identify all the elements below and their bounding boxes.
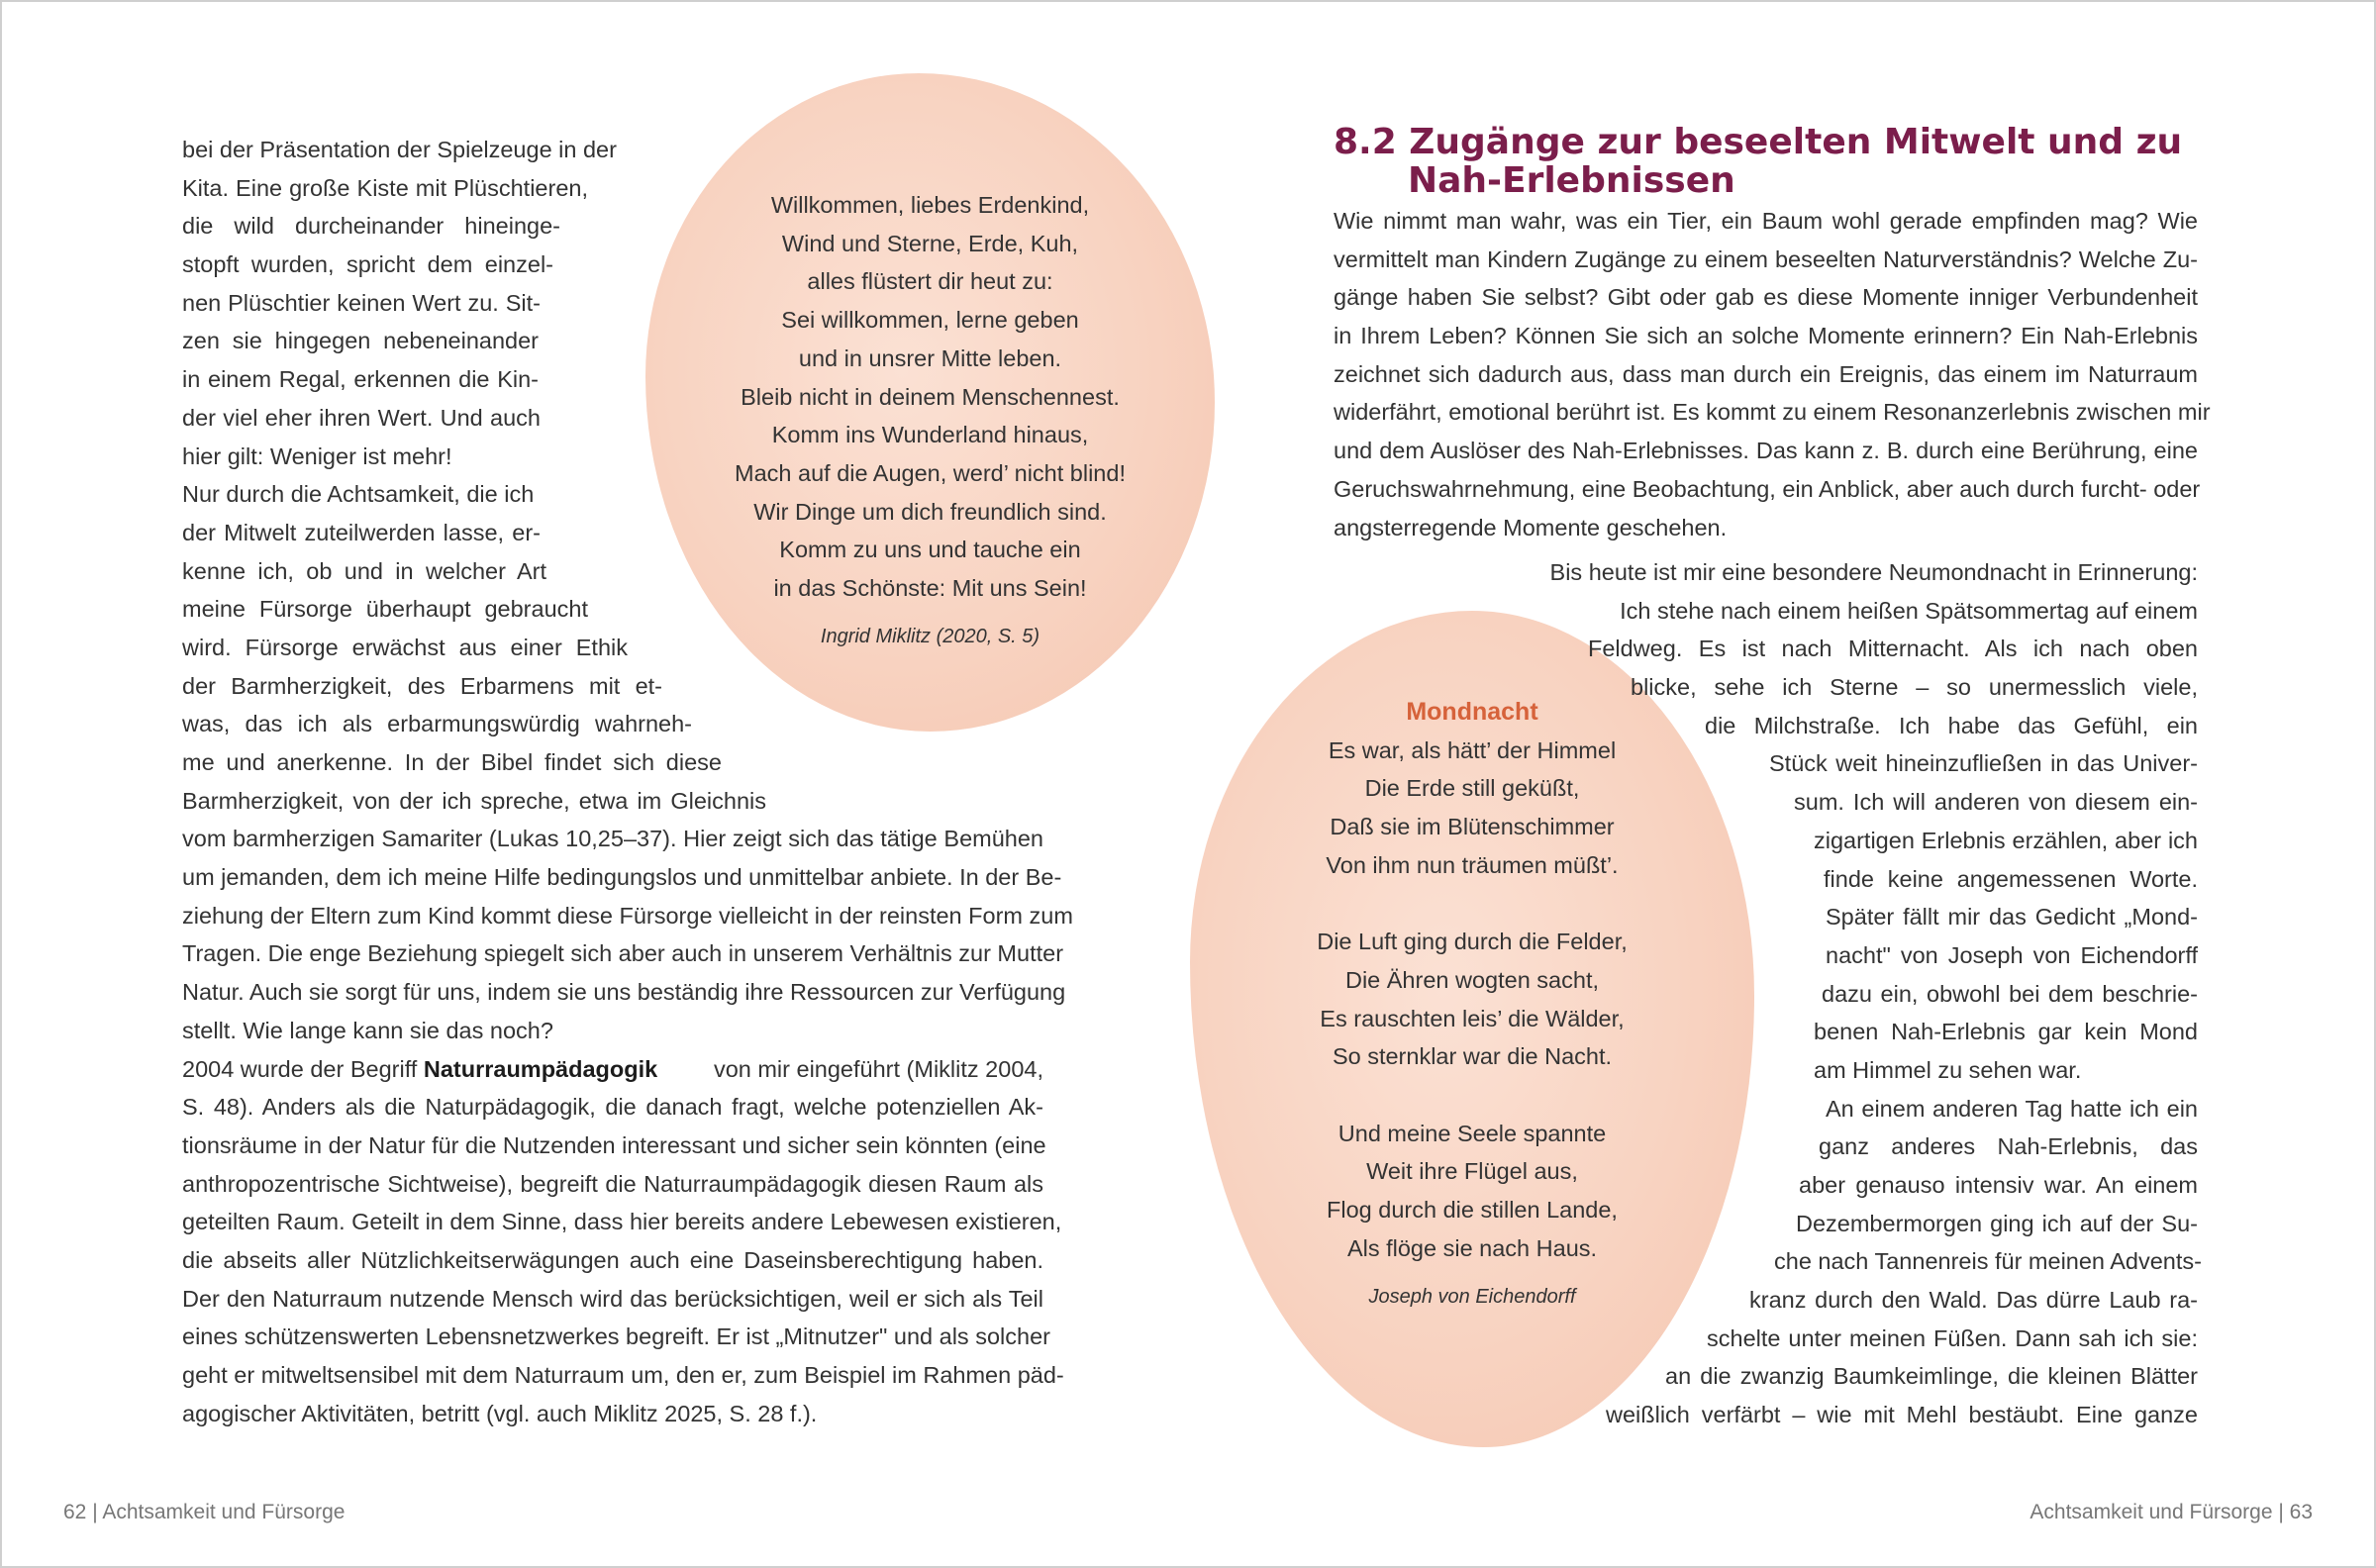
poem-line: Mach auf die Augen, werd’ nicht blind! bbox=[735, 459, 1126, 486]
text-line: Kita. Eine große Kiste mit Plüschtieren, bbox=[182, 174, 588, 201]
text-line: Stück weit hineinzufließen in das Univer- bbox=[1769, 750, 2198, 777]
text-line: ziehung der Eltern zum Kind kommt diese Fürsorge vielleicht in der reinsten Form zum bbox=[182, 902, 1073, 929]
poem-line: Wir Dinge um dich freundlich sind. bbox=[753, 498, 1107, 525]
text-line: zigartigen Erlebnis erzählen, aber ich bbox=[1814, 827, 2198, 853]
poem-line: Komm ins Wunderland hinaus, bbox=[771, 422, 1089, 448]
poem-line: So sternklar war die Nacht. bbox=[1332, 1043, 1613, 1070]
text-line: An einem anderen Tag hatte ich ein bbox=[1826, 1095, 2198, 1122]
poem-line: Komm zu uns und tauche ein bbox=[779, 537, 1081, 563]
text-line: der Barmherzigkeit, des Erbarmens mit et- bbox=[182, 672, 662, 699]
poem-title: Mondnacht bbox=[1406, 698, 1538, 726]
poem-line: in das Schönste: Mit uns Sein! bbox=[773, 575, 1087, 602]
text-line: gänge haben Sie selbst? Gibt oder gab es diese Momente inniger Verbundenheit bbox=[1334, 284, 2198, 311]
text-line: benen Nah-Erlebnis gar kein Mond bbox=[1814, 1019, 2198, 1045]
text-line: in Ihrem Leben? Können Sie sich an solche Momente erinnern? Ein Nah-Erlebnis bbox=[1334, 323, 2198, 349]
text-line: zen sie hingegen nebeneinander bbox=[182, 328, 539, 354]
text-line: stellt. Wie lange kann sie das noch? bbox=[182, 1017, 553, 1043]
welcome-poem bbox=[645, 186, 1215, 655]
poem-line: Von ihm nun träumen müßt’. bbox=[1326, 851, 1619, 878]
stanza-gap bbox=[1259, 1076, 1685, 1115]
poem-line: Und meine Seele spannte bbox=[1337, 1120, 1607, 1146]
text-fragment: 2004 wurde der Begriff bbox=[182, 1055, 424, 1082]
poem-line: Es rauschten leis’ die Wälder, bbox=[1320, 1005, 1625, 1031]
text-line: an die zwanzig Baumkeimlinge, die kleinen Blätter bbox=[1665, 1363, 2198, 1390]
text-line: blicke, sehe ich Sterne – so unermesslich viele, bbox=[1631, 674, 2198, 701]
text-line: nacht" von Joseph von Eichendorff bbox=[1826, 941, 2198, 968]
text-line: anthropozentrische Sichtweise), begreift die Naturraumpädagogik diesen Raum als bbox=[182, 1170, 1043, 1197]
text-line: Wie nimmt man wahr, was ein Tier, ein Baum wohl gerade empfinden mag? Wie bbox=[1334, 208, 2198, 234]
heading-line: 8.2 Zugänge zur beseelten Mitwelt und zu bbox=[1334, 122, 2183, 162]
text-line: was, das ich als erbarmungswürdig wahrneh- bbox=[182, 711, 692, 737]
text-line: geht er mitweltsensibel mit dem Naturraum um, den er, zum Beispiel im Rahmen päd- bbox=[182, 1362, 1064, 1388]
poem-line: Flog durch die stillen Lande, bbox=[1327, 1197, 1618, 1224]
text-line: agogischer Aktivitäten, betritt (vgl. auch Miklitz 2025, S. 28 f.). bbox=[182, 1400, 818, 1426]
text-line: Der den Naturraum nutzende Mensch wird das berücksichtigen, weil er sich als Teil bbox=[182, 1285, 1043, 1312]
poem-line: Bleib nicht in deinem Menschennest. bbox=[741, 383, 1120, 410]
text-line: kranz durch den Wald. Das dürre Laub ra- bbox=[1749, 1287, 2198, 1314]
text-fragment: von mir eingeführt (Miklitz 2004, bbox=[713, 1055, 1043, 1082]
poem-line: Daß sie im Blütenschimmer bbox=[1330, 814, 1615, 840]
text-line: zeichnet sich dadurch aus, dass man durch ein Ereignis, das einem im Naturraum bbox=[1334, 360, 2198, 387]
poem-line: Willkommen, liebes Erdenkind, bbox=[770, 192, 1090, 218]
text-line: die Milchstraße. Ich habe das Gefühl, ein bbox=[1705, 712, 2198, 738]
poem-line: Sei willkommen, lerne geben bbox=[781, 307, 1079, 334]
poem-line: Wind und Sterne, Erde, Kuh, bbox=[781, 230, 1079, 256]
text-line: wird. Fürsorge erwächst aus einer Ethik bbox=[182, 634, 628, 660]
text-line: vom barmherzigen Samariter (Lukas 10,25–37). Hier zeigt sich das tätige Bemühen bbox=[182, 826, 1043, 852]
text-line: me und anerkenne. In der Bibel findet sich diese bbox=[182, 749, 722, 775]
text-line: widerfährt, emotional berührt ist. Es kommt zu einem Resonanzerlebnis zwischen mir bbox=[1334, 399, 2211, 426]
text-line: der viel eher ihren Wert. Und auch bbox=[182, 404, 541, 431]
text-line: che nach Tannenreis für meinen Advents- bbox=[1774, 1248, 2202, 1275]
poem-line: Die Ähren wogten sacht, bbox=[1344, 966, 1600, 993]
text-line: die abseits aller Nützlichkeitserwägungen auch eine Daseinsberechtigung haben. bbox=[182, 1246, 1043, 1273]
text-line: nen Plüschtier keinen Wert zu. Sit- bbox=[182, 289, 541, 316]
text-line: schelte unter meinen Füßen. Dann sah ich sie: bbox=[1707, 1324, 2198, 1351]
stanza-gap bbox=[1259, 885, 1685, 924]
mondnacht-poem bbox=[1259, 693, 1685, 1316]
text-line: aber genauso intensiv war. An einem bbox=[1799, 1172, 2198, 1198]
poem-author: Joseph von Eichendorff bbox=[1368, 1285, 1576, 1308]
text-line: vermittelt man Kindern Zugänge zu einem beseelten Naturverständnis? Welche Zu- bbox=[1334, 245, 2198, 272]
text-line: meine Fürsorge überhaupt gebraucht bbox=[182, 596, 588, 623]
poem-line: Als flöge sie nach Haus. bbox=[1346, 1234, 1598, 1261]
text-line: sum. Ich will anderen von diesem ein- bbox=[1794, 789, 2198, 816]
text-line: in einem Regal, erkennen die Kin- bbox=[182, 366, 539, 393]
text-line: stopft wurden, spricht dem einzel- bbox=[182, 251, 553, 278]
text-line: angsterregende Momente geschehen. bbox=[1334, 514, 1728, 540]
text-line: und dem Auslöser des Nah-Erlebnisses. Das kann z. B. durch eine Berührung, eine bbox=[1334, 438, 2198, 464]
text-line: geteilten Raum. Geteilt in dem Sinne, dass hier bereits andere Lebewesen existieren, bbox=[182, 1209, 1062, 1235]
text-line: tionsräume in der Natur für die Nutzenden interessant und sicher sein könnten (eine bbox=[182, 1131, 1046, 1158]
poem-line: Die Erde still geküßt, bbox=[1364, 775, 1580, 802]
text-line: Später fällt mir das Gedicht „Mond- bbox=[1826, 904, 2198, 931]
section-heading bbox=[1334, 123, 2225, 200]
poem-line: alles flüstert dir heut zu: bbox=[807, 268, 1053, 295]
heading-line: Nah-Erlebnissen bbox=[1408, 160, 1735, 201]
right-intro-text bbox=[1334, 202, 2211, 546]
poem-line: Weit ihre Flügel aus, bbox=[1366, 1158, 1578, 1185]
text-line: der Mitwelt zuteilwerden lasse, er- bbox=[182, 519, 541, 545]
text-line: Feldweg. Es ist nach Mitternacht. Als ich nach oben bbox=[1588, 636, 2198, 662]
text-line: am Himmel zu sehen war. bbox=[1814, 1056, 2082, 1083]
text-line: S. 48). Anders als die Naturpädagogik, die danach fragt, welche potenziellen Ak- bbox=[182, 1094, 1043, 1121]
text-line: dazu ein, obwohl bei dem beschrie- bbox=[1822, 980, 2198, 1007]
text-line: Geruchswahrnehmung, eine Beobachtung, ein Anblick, aber auch durch furcht- oder bbox=[1334, 475, 2201, 502]
text-line: kenne ich, ob und in welcher Art bbox=[182, 557, 546, 584]
text-line: Barmherzigkeit, von der ich spreche, etwa im Gleichnis bbox=[182, 787, 766, 814]
text-line: ganz anderes Nah-Erlebnis, das bbox=[1819, 1133, 2198, 1160]
text-line: hier gilt: Weniger ist mehr! bbox=[182, 442, 452, 469]
poem-line: Es war, als hätt’ der Himmel bbox=[1328, 736, 1617, 763]
text-line: finde keine angemessenen Worte. bbox=[1824, 865, 2198, 892]
text-line: bei der Präsentation der Spielzeuge in der bbox=[182, 137, 617, 162]
text-line: weißlich verfärbt – wie mit Mehl bestäubt. Eine ganze bbox=[1606, 1402, 2198, 1428]
text-line: die wild durcheinander hineinge- bbox=[182, 213, 560, 240]
text-line: um jemanden, dem ich meine Hilfe bedingungslos und unmittelbar anbiete. In der Be- bbox=[182, 864, 1062, 891]
key-term: Naturraumpädagogik bbox=[423, 1055, 658, 1082]
text-line: Nur durch die Achtsamkeit, die ich bbox=[182, 481, 535, 508]
text-line-with-term bbox=[182, 1050, 1043, 1089]
page-footer-left: 62 | Achtsamkeit und Fürsorge bbox=[63, 1501, 346, 1523]
poem-line: und in unsrer Mitte leben. bbox=[798, 344, 1062, 371]
text-line: Natur. Auch sie sorgt für uns, indem sie uns beständig ihre Ressourcen zur Verfügung bbox=[182, 979, 1066, 1006]
text-line: Dezembermorgen ging ich auf der Su- bbox=[1796, 1210, 2198, 1236]
poem-author: Ingrid Miklitz (2020, S. 5) bbox=[820, 625, 1040, 647]
text-line: Tragen. Die enge Beziehung spiegelt sich aber auch in unserem Verhältnis zur Mutter bbox=[182, 940, 1064, 967]
page-footer-right: Achtsamkeit und Fürsorge | 63 bbox=[2030, 1501, 2313, 1523]
text-line: eines schützenswerten Lebensnetzwerkes begreift. Er ist „Mitnutzer" und als solcher bbox=[182, 1323, 1050, 1350]
text-line: Bis heute ist mir eine besondere Neumondnacht in Erinnerung: bbox=[1549, 559, 2198, 585]
text-line: Ich stehe nach einem heißen Spätsommertag auf einem bbox=[1620, 597, 2198, 624]
poem-line: Die Luft ging durch die Felder, bbox=[1317, 929, 1628, 955]
